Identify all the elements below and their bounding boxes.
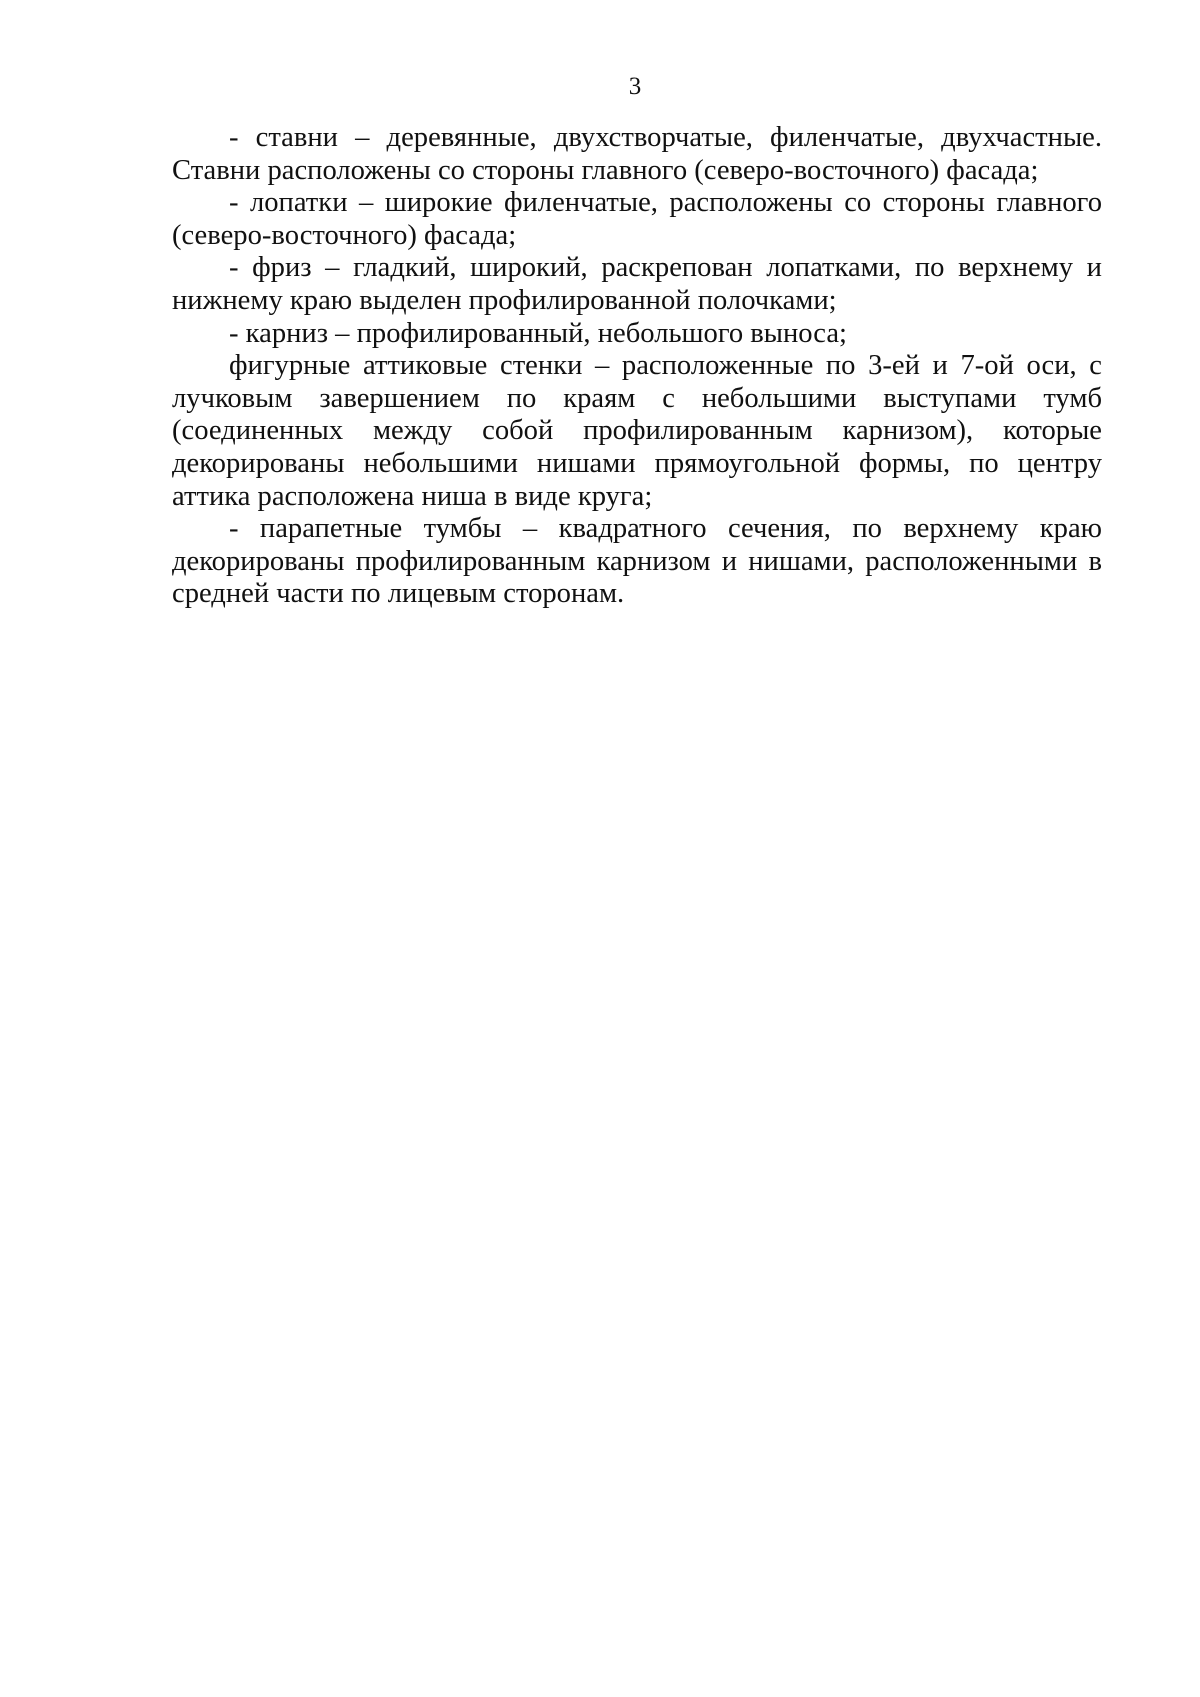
paragraph-cornice: - карниз – профилированный, небольшого выноса;	[229, 317, 847, 349]
paragraph-shutters: - ставни – деревянные, двухстворчатые, филенчатые, двухчастные. Ставни расположены со стороны главного (северо-восточного) фасада;	[172, 122, 1102, 186]
paragraph-frieze: - фриз – гладкий, широкий, раскрепован лопатками, по верхнему и нижнему краю выделен профилированной полочками;	[172, 252, 1102, 316]
paragraph-parapet-pedestals: - парапетные тумбы – квадратного сечения, по верхнему краю декорированы профилированным карнизом и нишами, расположенными в средней части по лицевым сторонам.	[172, 513, 1102, 610]
paragraph-pilasters: - лопатки – широкие филенчатые, расположены со стороны главного (северо-восточного) фасада;	[172, 187, 1102, 251]
page-number: 3	[628, 73, 642, 100]
document-body	[172, 122, 1102, 611]
paragraph-attic-walls: фигурные аттиковые стенки – расположенные по 3-ей и 7-ой оси, с лучковым завершением по краям с небольшими выступами тумб (соединенных между собой профилированным карнизом), которые декорированы небольшими нишами прямоугольной формы, по центру аттика расположена ниша в виде круга;	[172, 350, 1102, 512]
